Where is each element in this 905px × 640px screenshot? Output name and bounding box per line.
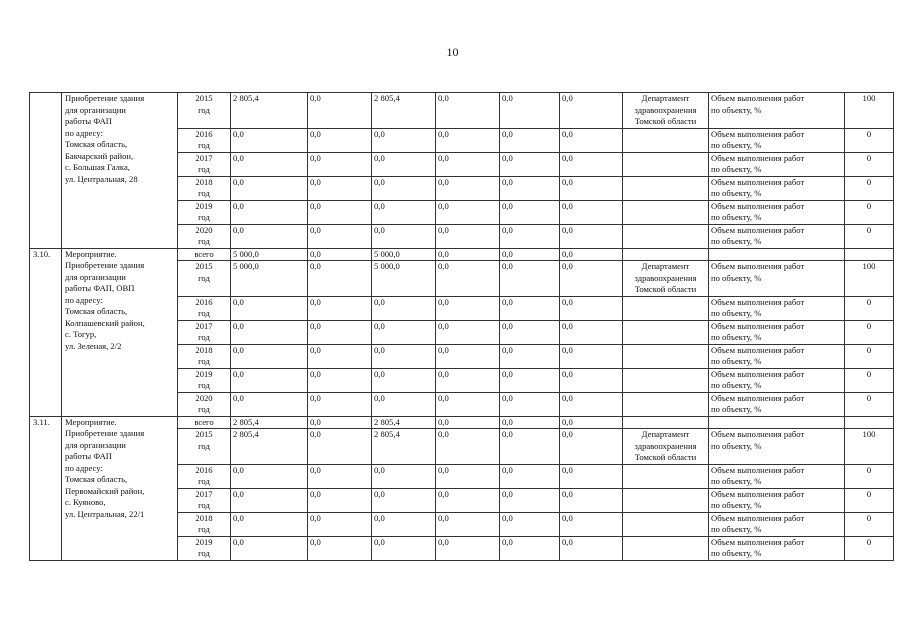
total-amount-cell: 2 805,4 <box>231 429 308 465</box>
local-budget-cell: 0,0 <box>436 152 500 176</box>
year-cell: 2017 год <box>178 320 231 344</box>
local-budget-cell: 0,0 <box>436 416 500 429</box>
year-cell: 2017 год <box>178 488 231 512</box>
executor-cell <box>623 320 709 344</box>
indicator-cell: Объем выполнения работ по объекту, % <box>709 261 845 297</box>
executor-cell <box>623 200 709 224</box>
indicator-value-cell: 0 <box>845 320 894 344</box>
executor-cell <box>623 464 709 488</box>
extrabudget-cell: 0,0 <box>500 224 560 248</box>
executor-cell <box>623 176 709 200</box>
indicator-cell: Объем выполнения работ по объекту, % <box>709 392 845 416</box>
local-budget-cell: 0,0 <box>436 176 500 200</box>
total-amount-cell: 0,0 <box>231 296 308 320</box>
extrabudget-cell: 0,0 <box>500 536 560 560</box>
indicator-cell <box>709 248 845 261</box>
extrabudget-cell: 0,0 <box>500 176 560 200</box>
local-budget-cell: 0,0 <box>436 224 500 248</box>
extrabudget-cell: 0,0 <box>500 392 560 416</box>
regional-budget-cell: 0,0 <box>372 392 436 416</box>
executor-cell: Департамент здравоохранения Томской области <box>623 429 709 465</box>
federal-budget-cell: 0,0 <box>308 429 372 465</box>
year-cell: всего <box>178 248 231 261</box>
local-budget-cell: 0,0 <box>436 248 500 261</box>
indicator-cell: Объем выполнения работ по объекту, % <box>709 320 845 344</box>
federal-budget-cell: 0,0 <box>308 224 372 248</box>
indicator-value-cell: 0 <box>845 488 894 512</box>
extrabudget-cell: 0,0 <box>500 296 560 320</box>
year-cell: 2015 год <box>178 429 231 465</box>
extrabudget-cell: 0,0 <box>500 344 560 368</box>
total-amount-cell: 5 000,0 <box>231 248 308 261</box>
year-cell: 2016 год <box>178 464 231 488</box>
executor-cell <box>623 224 709 248</box>
federal-budget-cell: 0,0 <box>308 248 372 261</box>
extrabudget-cell: 0,0 <box>500 429 560 465</box>
year-cell: 2020 год <box>178 392 231 416</box>
local-budget-cell: 0,0 <box>436 464 500 488</box>
total-amount-cell: 0,0 <box>231 224 308 248</box>
extrabudget-cell: 0,0 <box>500 128 560 152</box>
item-number-cell <box>30 93 62 249</box>
federal-budget-cell: 0,0 <box>308 344 372 368</box>
local-budget-cell: 0,0 <box>436 128 500 152</box>
year-cell: 2015 год <box>178 93 231 129</box>
local-budget-cell: 0,0 <box>436 320 500 344</box>
local-budget-cell: 0,0 <box>436 261 500 297</box>
executor-cell: Департамент здравоохранения Томской области <box>623 261 709 297</box>
year-cell: 2017 год <box>178 152 231 176</box>
indicator-value-cell: 100 <box>845 93 894 129</box>
indicator-cell <box>709 416 845 429</box>
indicator-cell: Объем выполнения работ по объекту, % <box>709 200 845 224</box>
executor-cell <box>623 344 709 368</box>
year-cell: 2019 год <box>178 200 231 224</box>
total-amount-cell: 0,0 <box>231 128 308 152</box>
year-cell: всего <box>178 416 231 429</box>
indicator-cell: Объем выполнения работ по объекту, % <box>709 128 845 152</box>
federal-budget-cell: 0,0 <box>308 392 372 416</box>
extrabudget-cell: 0,0 <box>500 93 560 129</box>
local-budget-cell: 0,0 <box>436 344 500 368</box>
indicator-value-cell: 0 <box>845 344 894 368</box>
other-source-cell: 0,0 <box>560 392 623 416</box>
year-cell: 2019 год <box>178 368 231 392</box>
total-amount-cell: 0,0 <box>231 536 308 560</box>
indicator-cell: Объем выполнения работ по объекту, % <box>709 93 845 129</box>
regional-budget-cell: 2 805,4 <box>372 416 436 429</box>
executor-cell <box>623 368 709 392</box>
executor-cell <box>623 416 709 429</box>
indicator-cell: Объем выполнения работ по объекту, % <box>709 176 845 200</box>
federal-budget-cell: 0,0 <box>308 261 372 297</box>
other-source-cell: 0,0 <box>560 488 623 512</box>
federal-budget-cell: 0,0 <box>308 176 372 200</box>
executor-cell <box>623 392 709 416</box>
regional-budget-cell: 0,0 <box>372 296 436 320</box>
indicator-value-cell: 0 <box>845 296 894 320</box>
total-amount-cell: 0,0 <box>231 512 308 536</box>
federal-budget-cell: 0,0 <box>308 416 372 429</box>
regional-budget-cell: 0,0 <box>372 536 436 560</box>
executor-cell <box>623 248 709 261</box>
regional-budget-cell: 0,0 <box>372 512 436 536</box>
program-table <box>29 92 894 561</box>
total-amount-cell: 2 805,4 <box>231 416 308 429</box>
other-source-cell: 0,0 <box>560 429 623 465</box>
year-cell: 2019 год <box>178 536 231 560</box>
total-amount-cell: 0,0 <box>231 344 308 368</box>
total-amount-cell: 0,0 <box>231 464 308 488</box>
other-source-cell: 0,0 <box>560 512 623 536</box>
indicator-value-cell <box>845 248 894 261</box>
federal-budget-cell: 0,0 <box>308 320 372 344</box>
other-source-cell: 0,0 <box>560 176 623 200</box>
indicator-value-cell: 0 <box>845 224 894 248</box>
extrabudget-cell: 0,0 <box>500 248 560 261</box>
indicator-value-cell: 0 <box>845 392 894 416</box>
extrabudget-cell: 0,0 <box>500 512 560 536</box>
extrabudget-cell: 0,0 <box>500 152 560 176</box>
federal-budget-cell: 0,0 <box>308 200 372 224</box>
item-number-cell: 3.11. <box>30 416 62 560</box>
other-source-cell: 0,0 <box>560 200 623 224</box>
indicator-cell: Объем выполнения работ по объекту, % <box>709 429 845 465</box>
indicator-value-cell: 0 <box>845 536 894 560</box>
federal-budget-cell: 0,0 <box>308 296 372 320</box>
year-cell: 2018 год <box>178 344 231 368</box>
federal-budget-cell: 0,0 <box>308 128 372 152</box>
other-source-cell: 0,0 <box>560 344 623 368</box>
item-number-cell: 3.10. <box>30 248 62 416</box>
indicator-value-cell: 0 <box>845 152 894 176</box>
total-amount-cell: 0,0 <box>231 200 308 224</box>
other-source-cell: 0,0 <box>560 93 623 129</box>
local-budget-cell: 0,0 <box>436 368 500 392</box>
federal-budget-cell: 0,0 <box>308 536 372 560</box>
extrabudget-cell: 0,0 <box>500 200 560 224</box>
other-source-cell: 0,0 <box>560 152 623 176</box>
executor-cell <box>623 152 709 176</box>
extrabudget-cell: 0,0 <box>500 320 560 344</box>
measure-description-cell: Мероприятие. Приобретение здания для организации работы ФАП по адресу: Томская область, Первомайский район, с. Куяново, ул. Центральная, 22/1 <box>62 416 178 560</box>
local-budget-cell: 0,0 <box>436 488 500 512</box>
indicator-cell: Объем выполнения работ по объекту, % <box>709 536 845 560</box>
other-source-cell: 0,0 <box>560 248 623 261</box>
total-amount-cell: 0,0 <box>231 392 308 416</box>
year-cell: 2015 год <box>178 261 231 297</box>
indicator-value-cell: 0 <box>845 200 894 224</box>
measure-description-cell: Приобретение здания для организации работы ФАП по адресу: Томская область, Бакчарский район, с. Большая Галка, ул. Центральная, 28 <box>62 93 178 249</box>
federal-budget-cell: 0,0 <box>308 152 372 176</box>
total-amount-cell: 0,0 <box>231 176 308 200</box>
regional-budget-cell: 2 805,4 <box>372 93 436 129</box>
extrabudget-cell: 0,0 <box>500 261 560 297</box>
year-cell: 2020 год <box>178 224 231 248</box>
executor-cell <box>623 128 709 152</box>
extrabudget-cell: 0,0 <box>500 416 560 429</box>
total-amount-cell: 0,0 <box>231 488 308 512</box>
indicator-cell: Объем выполнения работ по объекту, % <box>709 488 845 512</box>
federal-budget-cell: 0,0 <box>308 488 372 512</box>
local-budget-cell: 0,0 <box>436 296 500 320</box>
regional-budget-cell: 0,0 <box>372 344 436 368</box>
executor-cell: Департамент здравоохранения Томской области <box>623 93 709 129</box>
indicator-cell: Объем выполнения работ по объекту, % <box>709 296 845 320</box>
regional-budget-cell: 0,0 <box>372 488 436 512</box>
indicator-value-cell: 0 <box>845 176 894 200</box>
federal-budget-cell: 0,0 <box>308 368 372 392</box>
total-amount-cell: 5 000,0 <box>231 261 308 297</box>
total-amount-cell: 0,0 <box>231 152 308 176</box>
indicator-value-cell <box>845 416 894 429</box>
total-amount-cell: 0,0 <box>231 320 308 344</box>
executor-cell <box>623 488 709 512</box>
federal-budget-cell: 0,0 <box>308 464 372 488</box>
page-number: 10 <box>446 45 459 59</box>
regional-budget-cell: 5 000,0 <box>372 248 436 261</box>
regional-budget-cell: 2 805,4 <box>372 429 436 465</box>
local-budget-cell: 0,0 <box>436 200 500 224</box>
regional-budget-cell: 0,0 <box>372 152 436 176</box>
other-source-cell: 0,0 <box>560 224 623 248</box>
regional-budget-cell: 0,0 <box>372 128 436 152</box>
indicator-value-cell: 0 <box>845 512 894 536</box>
regional-budget-cell: 0,0 <box>372 368 436 392</box>
other-source-cell: 0,0 <box>560 368 623 392</box>
indicator-value-cell: 0 <box>845 368 894 392</box>
indicator-value-cell: 0 <box>845 464 894 488</box>
table-row <box>30 93 894 129</box>
federal-budget-cell: 0,0 <box>308 93 372 129</box>
other-source-cell: 0,0 <box>560 128 623 152</box>
regional-budget-cell: 0,0 <box>372 464 436 488</box>
year-cell: 2016 год <box>178 128 231 152</box>
regional-budget-cell: 0,0 <box>372 176 436 200</box>
year-cell: 2016 год <box>178 296 231 320</box>
executor-cell <box>623 512 709 536</box>
extrabudget-cell: 0,0 <box>500 368 560 392</box>
other-source-cell: 0,0 <box>560 416 623 429</box>
other-source-cell: 0,0 <box>560 261 623 297</box>
indicator-cell: Объем выполнения работ по объекту, % <box>709 368 845 392</box>
extrabudget-cell: 0,0 <box>500 488 560 512</box>
measure-description-cell: Мероприятие. Приобретение здания для организации работы ФАП, ОВП по адресу: Томская область, Колпашевский район, с. Тогур, ул. Зеленая, 2/2 <box>62 248 178 416</box>
other-source-cell: 0,0 <box>560 296 623 320</box>
indicator-cell: Объем выполнения работ по объекту, % <box>709 344 845 368</box>
table-row <box>30 416 894 429</box>
regional-budget-cell: 5 000,0 <box>372 261 436 297</box>
local-budget-cell: 0,0 <box>436 93 500 129</box>
extrabudget-cell: 0,0 <box>500 464 560 488</box>
regional-budget-cell: 0,0 <box>372 320 436 344</box>
regional-budget-cell: 0,0 <box>372 224 436 248</box>
executor-cell <box>623 296 709 320</box>
other-source-cell: 0,0 <box>560 464 623 488</box>
total-amount-cell: 0,0 <box>231 368 308 392</box>
table-body <box>30 93 894 561</box>
local-budget-cell: 0,0 <box>436 429 500 465</box>
other-source-cell: 0,0 <box>560 320 623 344</box>
federal-budget-cell: 0,0 <box>308 512 372 536</box>
other-source-cell: 0,0 <box>560 536 623 560</box>
year-cell: 2018 год <box>178 512 231 536</box>
table-row <box>30 248 894 261</box>
executor-cell <box>623 536 709 560</box>
local-budget-cell: 0,0 <box>436 392 500 416</box>
indicator-cell: Объем выполнения работ по объекту, % <box>709 512 845 536</box>
total-amount-cell: 2 805,4 <box>231 93 308 129</box>
indicator-cell: Объем выполнения работ по объекту, % <box>709 152 845 176</box>
indicator-value-cell: 100 <box>845 429 894 465</box>
indicator-cell: Объем выполнения работ по объекту, % <box>709 464 845 488</box>
indicator-cell: Объем выполнения работ по объекту, % <box>709 224 845 248</box>
local-budget-cell: 0,0 <box>436 536 500 560</box>
regional-budget-cell: 0,0 <box>372 200 436 224</box>
local-budget-cell: 0,0 <box>436 512 500 536</box>
indicator-value-cell: 0 <box>845 128 894 152</box>
indicator-value-cell: 100 <box>845 261 894 297</box>
year-cell: 2018 год <box>178 176 231 200</box>
